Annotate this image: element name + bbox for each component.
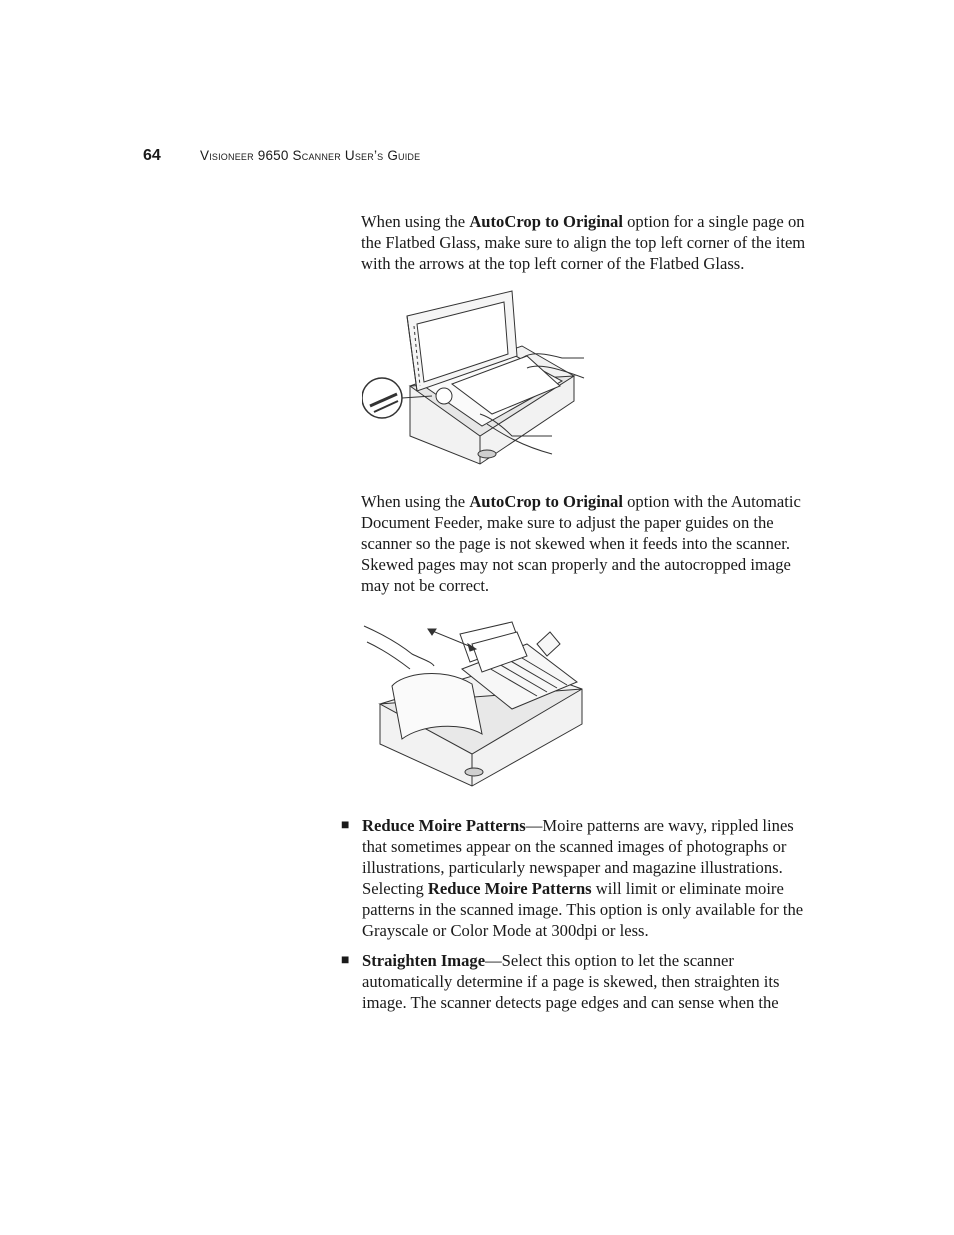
bullet-straighten-image: ■ Straighten Image—Select this option to let the scanner automatically determine if a page is skewed, then straighten its image. The scanner detects page edges and can sense when the [341, 951, 780, 1012]
autocrop-term: AutoCrop to Original [469, 212, 623, 231]
flatbed-scanner-illustration [362, 286, 588, 470]
bullet-term: Straighten Image [362, 951, 486, 970]
bullet-term: Reduce Moire Patterns [362, 816, 526, 835]
adf-scanner-illustration [362, 614, 584, 792]
bullet-marker: ■ [341, 818, 350, 833]
autocrop-term: AutoCrop to Original [469, 492, 623, 511]
bullet-marker: ■ [341, 953, 350, 968]
page-header [143, 147, 420, 169]
bullet-term: Reduce Moire Patterns [427, 879, 592, 898]
paragraph-adf-autocrop: When using the AutoCrop to Original option with the Automatic Document Feeder, make sure to adjust the paper guides on the scanner so the page is not skewed when it feeds into the scanner. Skewed pages may not scan properly and the autocropped image may not be correct. [361, 492, 801, 595]
running-title: Visioneer 9650 Scanner User’s Guide [200, 148, 421, 163]
paragraph-flatbed-autocrop: When using the AutoCrop to Original option for a single page on the Flatbed Glass, make sure to align the top left corner of the item with the arrows at the top left corner of the Flatbed Glass. [361, 212, 806, 273]
bullet-reduce-moire: ■ Reduce Moire Patterns—Moire patterns are wavy, rippled lines that sometimes appear on the scanned images of photographs or illustrations, particularly newspaper and magazine illustrations. Selecting Reduce Moire Patterns will limit or eliminate moire patterns in the scanned image. This option is only available for the Grayscale or Color Mode at 300dpi or less. [341, 816, 804, 940]
page-number: 64 [143, 147, 161, 164]
